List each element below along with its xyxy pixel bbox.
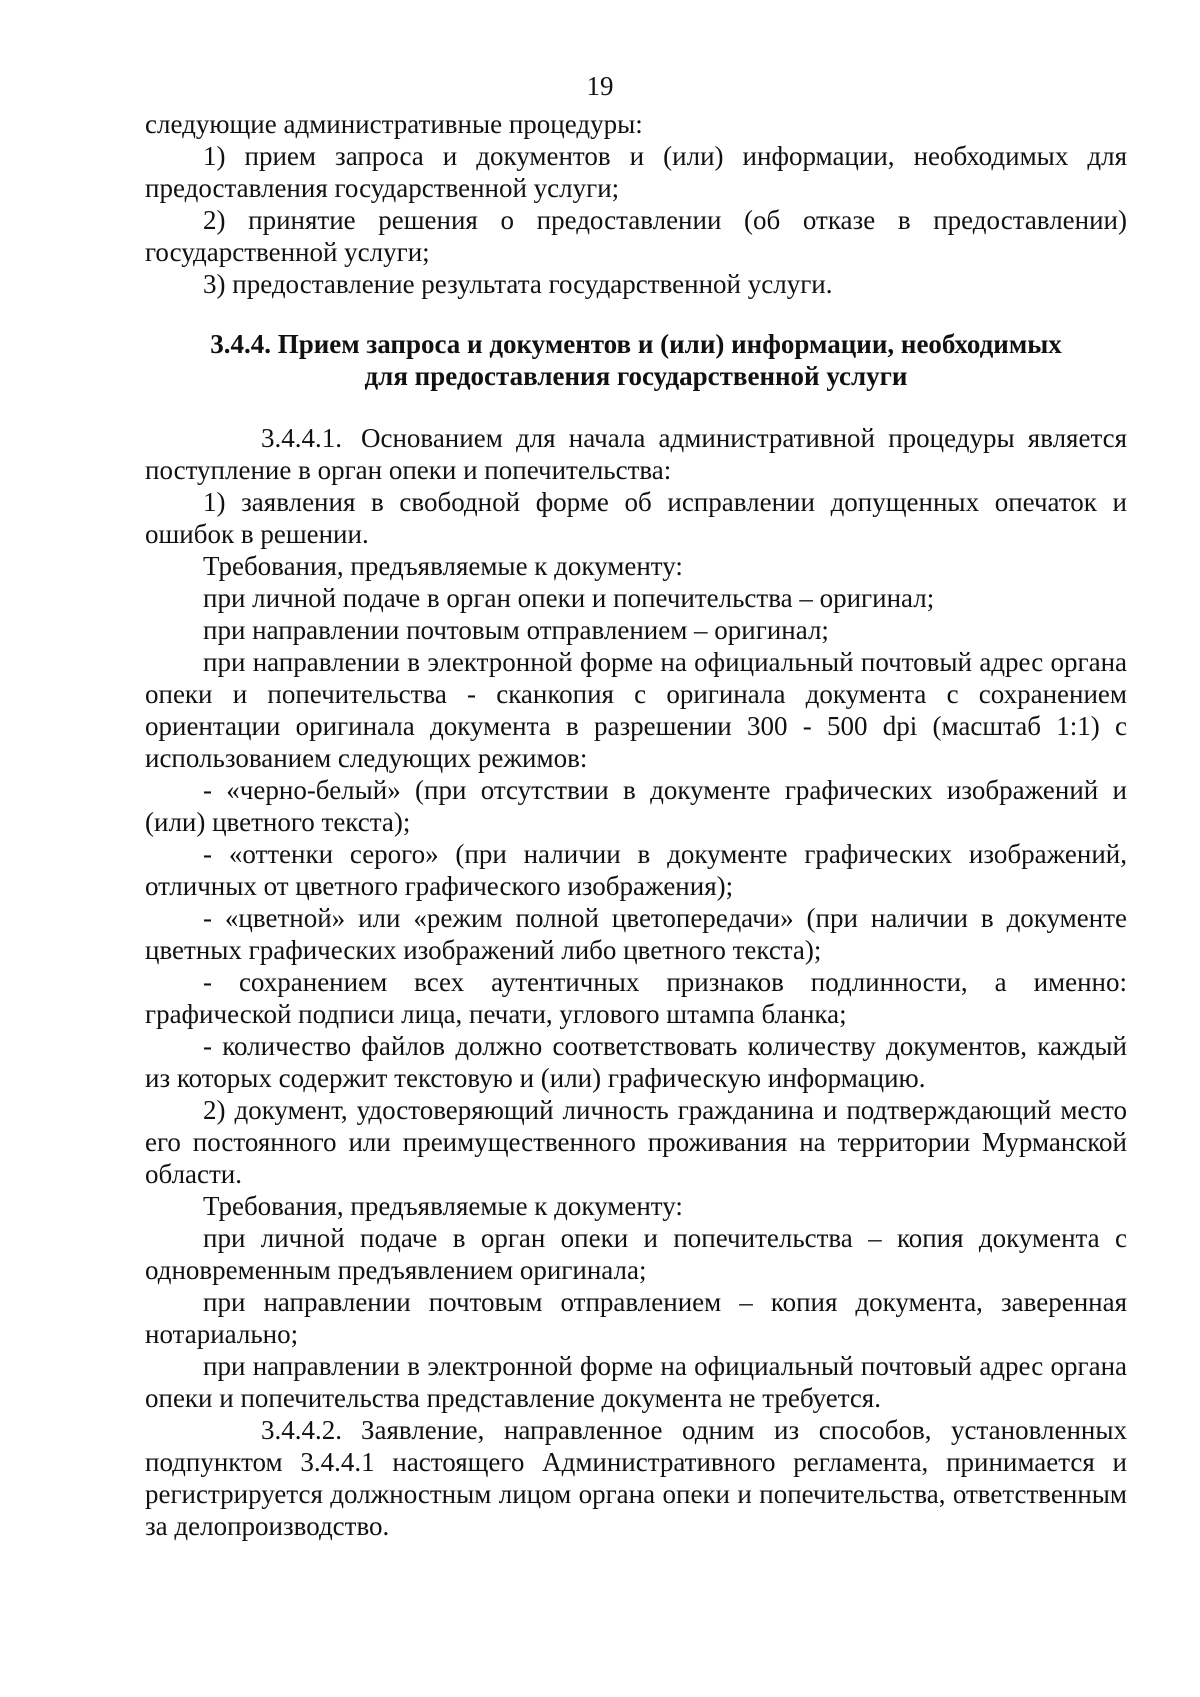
scan-mode-authenticity: - сохранением всех аутентичных признаков подлинности, а именно: графической подписи лица, печати, углового штампа бланка;: [145, 967, 1127, 1029]
clause-3442-text: Заявление, направленное одним из способов, установленных подпунктом 3.4.4.1 настоящего Административного регламента, принимается и регистрируется должностным лицом органа опеки и попечительства, ответственным за делопроизводство.: [145, 1415, 1127, 1541]
requirements-title-1: Требования, предъявляемые к документу:: [203, 551, 683, 581]
clause-3442-number: 3.4.4.2.: [261, 1415, 342, 1445]
requirement-personal-1: при личной подаче в орган опеки и попечительства – оригинал;: [203, 583, 935, 613]
clause-3441-item-2: 2) документ, удостоверяющий личность гражданина и подтверждающий место его постоянного или преимущественного проживания на территории Мурманской области.: [145, 1095, 1127, 1189]
section-heading-line-2: для предоставления государственной услуги: [364, 361, 908, 391]
clause-3441-paragraph: [145, 422, 1127, 486]
scan-mode-color: - «цветной» или «режим полной цветопередачи» (при наличии в документе цветных графических изображений либо цветного текста);: [145, 903, 1127, 965]
clause-3442-paragraph: [145, 1414, 1127, 1542]
page-number: 19: [586, 71, 614, 101]
scan-mode-gray: - «оттенки серого» (при наличии в документе графических изображений, отличных от цветного графического изображения);: [145, 839, 1127, 901]
clause-3441-number: 3.4.4.1.: [261, 423, 342, 453]
clause-3441-item-1: 1) заявления в свободной форме об исправлении допущенных опечаток и ошибок в решении.: [145, 487, 1127, 549]
requirement-postal-1: при направлении почтовым отправлением – оригинал;: [203, 615, 829, 645]
section-heading: [145, 328, 1127, 392]
intro-item-1: 1) прием запроса и документов и (или) информации, необходимых для предоставления государственной услуги;: [145, 141, 1127, 203]
scan-mode-files: - количество файлов должно соответствовать количеству документов, каждый из которых содержит текстовую и (или) графическую информацию.: [145, 1031, 1127, 1093]
intro-lead: следующие административные процедуры:: [145, 109, 643, 139]
document-body: [145, 108, 1127, 1542]
clause-3441-text: Основанием для начала административной процедуры является поступление в орган опеки и попечительства:: [145, 423, 1127, 485]
requirement-personal-2: при личной подаче в орган опеки и попечительства – копия документа с одновременным предъявлением оригинала;: [145, 1223, 1127, 1285]
requirement-electronic-1: при направлении в электронной форме на официальный почтовый адрес органа опеки и попечительства - сканкопия с оригинала документа с сохранением ориентации оригинала документа в разрешении 300 - 500 dpi (масштаб 1:1) с использованием следующих режимов:: [145, 647, 1127, 773]
requirement-postal-2: при направлении почтовым отправлением – копия документа, заверенная нотариально;: [145, 1287, 1127, 1349]
requirements-title-2: Требования, предъявляемые к документу:: [203, 1191, 683, 1221]
intro-item-2: 2) принятие решения о предоставлении (об отказе в предоставлении) государственной услуги;: [145, 205, 1127, 267]
section-heading-line-1: 3.4.4. Прием запроса и документов и (или) информации, необходимых: [210, 329, 1062, 359]
scan-mode-bw: - «черно-белый» (при отсутствии в документе графических изображений и (или) цветного текста);: [145, 775, 1127, 837]
requirement-electronic-2: при направлении в электронной форме на официальный почтовый адрес органа опеки и попечительства представление документа не требуется.: [145, 1351, 1127, 1413]
intro-item-3: 3) предоставление результата государственной услуги.: [203, 269, 833, 299]
